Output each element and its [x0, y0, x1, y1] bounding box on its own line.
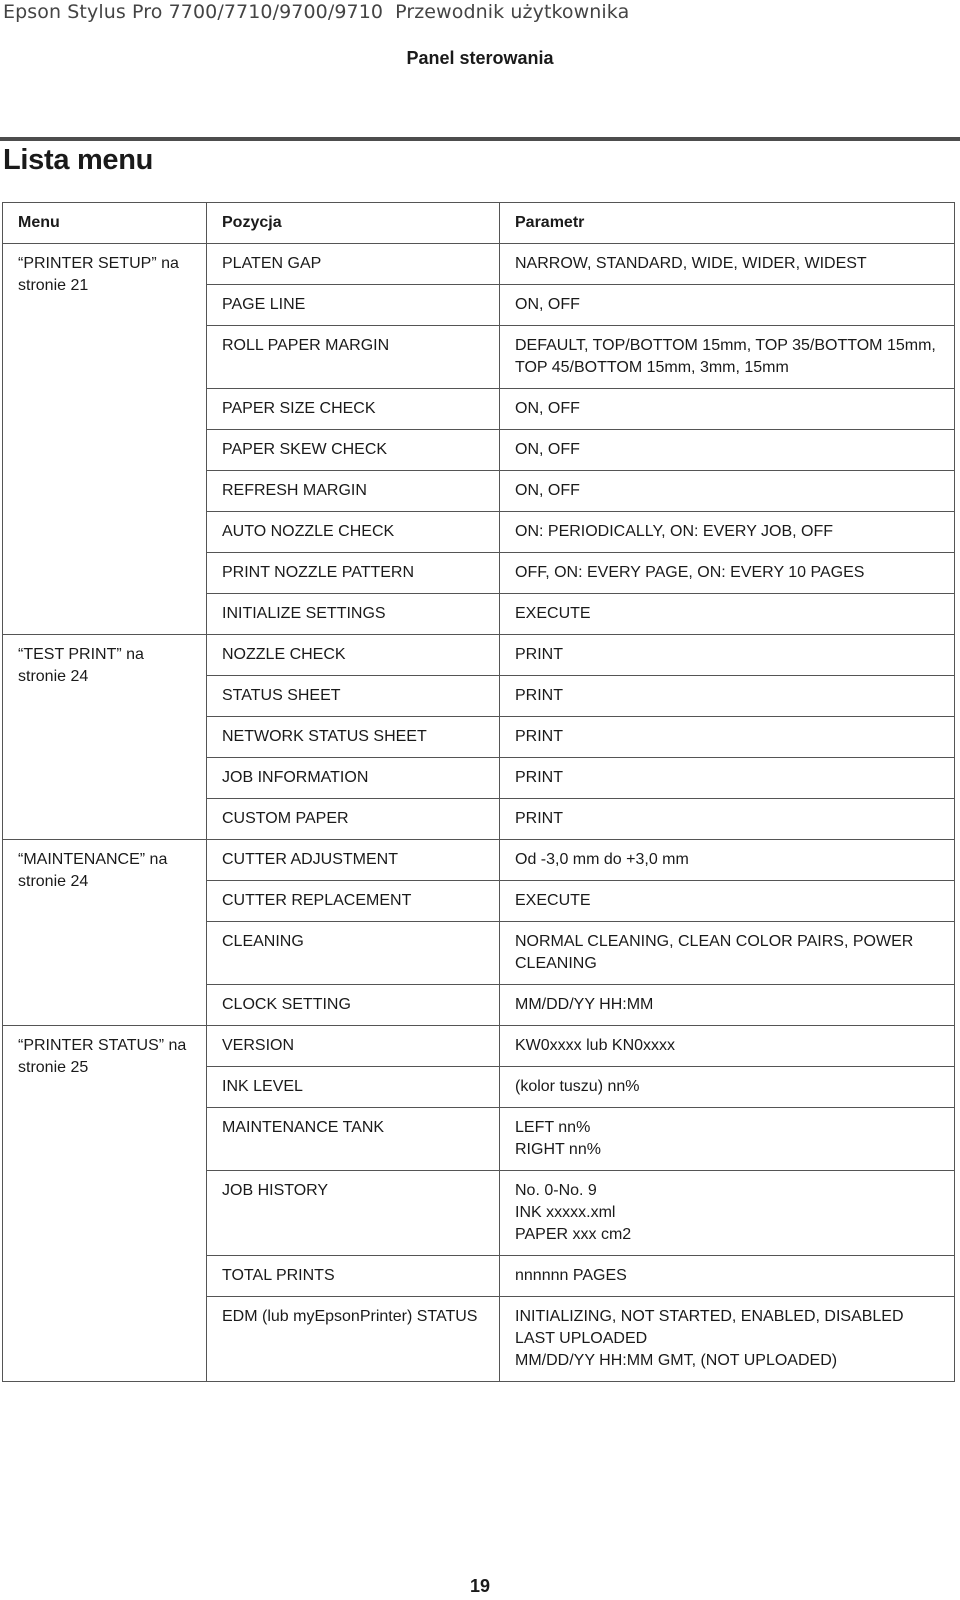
item-cell: PAPER SKEW CHECK — [207, 430, 500, 471]
parameter-line: ON: PERIODICALLY, ON: EVERY JOB, OFF — [515, 523, 834, 540]
parameter-line: PRINT — [515, 810, 563, 827]
item-cell: MAINTENANCE TANK — [207, 1108, 500, 1171]
item-cell: STATUS SHEET — [207, 676, 500, 717]
parameter-line: MM/DD/YY HH:MM GMT, (NOT UPLOADED) — [515, 1352, 838, 1369]
menu-cell: “TEST PRINT” na stronie 24 — [3, 635, 207, 840]
item-cell: CLOCK SETTING — [207, 985, 500, 1026]
parameter-cell — [500, 1108, 955, 1171]
parameter-cell — [500, 922, 955, 985]
parameter-line: NORMAL CLEANING, CLEAN COLOR PAIRS, POWER CLEANING — [515, 933, 914, 972]
parameter-cell — [500, 717, 955, 758]
parameter-line: OFF, ON: EVERY PAGE, ON: EVERY 10 PAGES — [515, 564, 865, 581]
parameter-cell — [500, 1297, 955, 1382]
product-name: Epson Stylus Pro 7700/7710/9700/9710 — [3, 1, 384, 23]
parameter-cell — [500, 430, 955, 471]
item-cell: JOB INFORMATION — [207, 758, 500, 799]
item-cell: JOB HISTORY — [207, 1171, 500, 1256]
parameter-cell — [500, 471, 955, 512]
guide-name: Przewodnik użytkownika — [395, 1, 630, 23]
parameter-line: No. 0-No. 9 — [515, 1182, 597, 1199]
column-header-parameter: Parametr — [500, 203, 955, 244]
menu-cell: “PRINTER SETUP” na stronie 21 — [3, 244, 207, 635]
menu-cell: “MAINTENANCE” na stronie 24 — [3, 840, 207, 1026]
menu-cell: “PRINTER STATUS” na stronie 25 — [3, 1026, 207, 1382]
item-cell: PAGE LINE — [207, 285, 500, 326]
parameter-line: ON, OFF — [515, 400, 580, 417]
parameter-line: ON, OFF — [515, 296, 580, 313]
running-header — [3, 0, 629, 24]
parameter-line: PRINT — [515, 728, 563, 745]
parameter-cell — [500, 389, 955, 430]
parameter-line: EXECUTE — [515, 605, 591, 622]
parameter-cell — [500, 1026, 955, 1067]
parameter-line: INK xxxxx.xml — [515, 1204, 616, 1221]
item-cell: PRINT NOZZLE PATTERN — [207, 553, 500, 594]
parameter-cell — [500, 594, 955, 635]
item-cell: NETWORK STATUS SHEET — [207, 717, 500, 758]
item-cell: REFRESH MARGIN — [207, 471, 500, 512]
parameter-line: ON, OFF — [515, 441, 580, 458]
parameter-cell — [500, 635, 955, 676]
table-row — [3, 244, 955, 285]
parameter-cell — [500, 881, 955, 922]
page-title: Lista menu — [3, 144, 154, 176]
column-header-menu: Menu — [3, 203, 207, 244]
parameter-line: PRINT — [515, 687, 563, 704]
page-number: 19 — [469, 1576, 491, 1596]
parameter-line: LEFT nn% — [515, 1119, 591, 1136]
parameter-line: MM/DD/YY HH:MM — [515, 996, 654, 1013]
parameter-cell — [500, 244, 955, 285]
parameter-cell — [500, 840, 955, 881]
section-title: Panel sterowania — [406, 48, 554, 68]
table-row — [3, 635, 955, 676]
item-cell: CUTTER REPLACEMENT — [207, 881, 500, 922]
parameter-line: KW0xxxx lub KN0xxxx — [515, 1037, 676, 1054]
parameter-cell — [500, 799, 955, 840]
item-cell: EDM (lub myEpsonPrinter) STATUS — [207, 1297, 500, 1382]
parameter-line: PRINT — [515, 646, 563, 663]
parameter-line: INITIALIZING, NOT STARTED, ENABLED, DISABLED — [515, 1308, 904, 1325]
item-cell: TOTAL PRINTS — [207, 1256, 500, 1297]
divider — [0, 137, 960, 141]
parameter-cell — [500, 1067, 955, 1108]
table-row — [3, 1026, 955, 1067]
parameter-cell — [500, 285, 955, 326]
parameter-line: NARROW, STANDARD, WIDE, WIDER, WIDEST — [515, 255, 867, 272]
table-row — [3, 840, 955, 881]
parameter-line: PAPER xxx cm2 — [515, 1226, 632, 1243]
item-cell: CUSTOM PAPER — [207, 799, 500, 840]
parameter-line: Od -3,0 mm do +3,0 mm — [515, 851, 689, 868]
parameter-cell — [500, 676, 955, 717]
item-cell: PLATEN GAP — [207, 244, 500, 285]
parameter-cell — [500, 985, 955, 1026]
parameter-line: LAST UPLOADED — [515, 1330, 648, 1347]
item-cell: PAPER SIZE CHECK — [207, 389, 500, 430]
parameter-line: EXECUTE — [515, 892, 591, 909]
parameter-cell — [500, 1256, 955, 1297]
parameter-line: PRINT — [515, 769, 563, 786]
parameter-cell — [500, 512, 955, 553]
parameter-line: DEFAULT, TOP/BOTTOM 15mm, TOP 35/BOTTOM 15mm, TOP 45/BOTTOM 15mm, 3mm, 15mm — [515, 337, 936, 376]
item-cell: INITIALIZE SETTINGS — [207, 594, 500, 635]
parameter-line: (kolor tuszu) nn% — [515, 1078, 640, 1095]
item-cell: INK LEVEL — [207, 1067, 500, 1108]
parameter-line: RIGHT nn% — [515, 1141, 601, 1158]
menu-table — [2, 202, 955, 1382]
parameter-cell — [500, 553, 955, 594]
item-cell: NOZZLE CHECK — [207, 635, 500, 676]
item-cell: CUTTER ADJUSTMENT — [207, 840, 500, 881]
column-header-item: Pozycja — [207, 203, 500, 244]
item-cell: VERSION — [207, 1026, 500, 1067]
parameter-cell — [500, 758, 955, 799]
parameter-cell — [500, 326, 955, 389]
parameter-cell — [500, 1171, 955, 1256]
table-body — [3, 244, 955, 1382]
table-header-row — [3, 203, 955, 244]
parameter-line: ON, OFF — [515, 482, 580, 499]
item-cell: ROLL PAPER MARGIN — [207, 326, 500, 389]
item-cell: AUTO NOZZLE CHECK — [207, 512, 500, 553]
parameter-line: nnnnnn PAGES — [515, 1267, 627, 1284]
item-cell: CLEANING — [207, 922, 500, 985]
